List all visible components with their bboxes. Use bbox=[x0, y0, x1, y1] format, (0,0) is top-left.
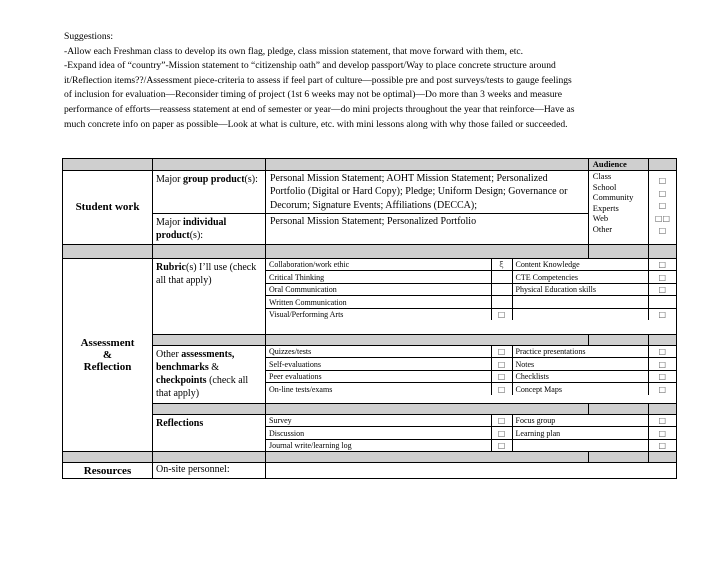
suggestions-line: of inclusion for evaluation—Reconsider timing of project (1st 6 weeks may not be optimal)—Do more than 3 weeks and measure bbox=[64, 89, 562, 101]
reflection-option: Learning plan bbox=[512, 427, 648, 440]
checkbox-icon[interactable]: □ bbox=[648, 358, 676, 371]
rubric-row bbox=[266, 259, 676, 271]
checkbox-icon[interactable]: □ bbox=[491, 308, 512, 320]
audience-title: Audience bbox=[588, 159, 648, 171]
checkbox-icon[interactable]: □ bbox=[648, 439, 676, 451]
rubric-option bbox=[512, 308, 648, 320]
major-individual-product-text: Personal Mission Statement; Personalized Portfolio bbox=[266, 213, 589, 244]
rubric-option: CTE Competencies bbox=[512, 271, 648, 284]
checkbox-icon[interactable]: □ bbox=[491, 415, 512, 427]
rubric-option: Oral Communication bbox=[266, 283, 491, 296]
audience-item: Web bbox=[592, 213, 609, 224]
separator-cell bbox=[153, 403, 266, 414]
separator-cell bbox=[648, 452, 676, 463]
checkbox-icon[interactable]: □ bbox=[491, 427, 512, 440]
separator-cell bbox=[153, 244, 266, 258]
assessment-option: Self-evaluations bbox=[266, 358, 491, 371]
reflection-row bbox=[266, 439, 676, 451]
assessment-reflection-label: Assessment & Reflection bbox=[63, 258, 153, 452]
checkbox-icon[interactable]: □ bbox=[491, 358, 512, 371]
rubric-options bbox=[266, 258, 677, 334]
checkbox-icon[interactable]: □ bbox=[658, 201, 667, 210]
audience-item: Other bbox=[592, 223, 613, 234]
checkbox-icon[interactable]: □ bbox=[491, 383, 512, 395]
checkbox-icon[interactable]: □ bbox=[658, 188, 667, 198]
assessment-row bbox=[266, 358, 676, 371]
rubric-option: Critical Thinking bbox=[266, 271, 491, 284]
reflections-label: Reflections bbox=[153, 414, 266, 452]
reflection-option: Discussion bbox=[266, 427, 491, 440]
rubric-option bbox=[512, 296, 648, 309]
student-work-label: Student work bbox=[63, 171, 153, 245]
separator-cell bbox=[648, 334, 676, 345]
reflection-options bbox=[266, 414, 677, 452]
reflection-option: Focus group bbox=[512, 415, 648, 427]
rubric-option: Content Knowledge bbox=[512, 259, 648, 271]
reflection-row bbox=[266, 415, 676, 427]
project-plan-table bbox=[62, 158, 677, 479]
checkbox-icon[interactable]: □ bbox=[648, 346, 676, 358]
header-gray-cell bbox=[63, 159, 153, 171]
rubric-row bbox=[266, 296, 676, 309]
separator-cell bbox=[153, 334, 266, 345]
checkbox-icon[interactable]: □ bbox=[648, 271, 676, 284]
reflection-option: Journal write/learning log bbox=[266, 439, 491, 451]
rubric-option: Written Communication bbox=[266, 296, 491, 309]
suggestions-line: Suggestions: bbox=[64, 31, 114, 42]
major-group-product-label: Major group product(s): bbox=[153, 171, 266, 214]
separator-cell bbox=[153, 452, 266, 463]
checkbox-icon[interactable]: □ bbox=[648, 283, 676, 296]
separator-cell bbox=[266, 452, 589, 463]
audience-list bbox=[588, 171, 648, 245]
header-gray-cell bbox=[266, 159, 589, 171]
other-assessment-options bbox=[266, 345, 677, 403]
checkbox-cell[interactable] bbox=[491, 296, 512, 309]
checkbox-icon[interactable]: □ bbox=[648, 308, 676, 320]
audience-item: Experts bbox=[592, 202, 619, 213]
separator-cell bbox=[63, 244, 153, 258]
suggestions-line: -Allow each Freshman class to develop its own flag, pledge, class mission statement, that move forward with them, etc. bbox=[64, 45, 524, 57]
header-gray-cell bbox=[648, 159, 676, 171]
checkbox-cell[interactable] bbox=[491, 271, 512, 284]
separator-cell bbox=[266, 403, 589, 414]
audience-item: School bbox=[592, 181, 617, 192]
major-individual-product-label: Major individual product(s): bbox=[153, 213, 266, 244]
checkbox-icon[interactable]: □ bbox=[491, 346, 512, 358]
assessment-row bbox=[266, 346, 676, 358]
audience-item: Class bbox=[592, 171, 612, 181]
assessment-option: Quizzes/tests bbox=[266, 346, 491, 358]
onsite-personnel-value[interactable] bbox=[266, 463, 677, 479]
separator-cell bbox=[266, 244, 589, 258]
rubric-option: Physical Education skills bbox=[512, 283, 648, 296]
onsite-personnel-label: On-site personnel: bbox=[153, 463, 266, 479]
checkbox-icon[interactable]: □ bbox=[658, 226, 667, 235]
rubric-option: Visual/Performing Arts bbox=[266, 308, 491, 320]
separator-cell bbox=[648, 403, 676, 414]
checkbox-icon[interactable]: □ bbox=[491, 370, 512, 383]
rubric-row bbox=[266, 308, 676, 320]
rubric-row bbox=[266, 283, 676, 296]
checkbox-icon[interactable]: □ bbox=[648, 259, 676, 271]
assessment-row bbox=[266, 383, 676, 395]
reflection-row bbox=[266, 427, 676, 440]
suggestions-line: it/Reflection items??/Assessment piece-criteria to assess if feel part of culture—possible pre and post surveys/tests to gauge feelings bbox=[64, 74, 572, 86]
suggestions-line: performance of efforts—reassess statement at end of semester or year—do mini projects throughout the year that reinforce—Have as bbox=[64, 103, 575, 115]
checkbox-icon[interactable]: □ bbox=[648, 415, 676, 427]
checkbox-cell[interactable] bbox=[491, 283, 512, 296]
suggestions-line: -Expand idea of “country”-Mission statement to “citizenship oath” and develop passport/Way to place concrete structure around bbox=[64, 60, 556, 72]
assessment-option: Checklists bbox=[512, 370, 648, 383]
checkbox-icon[interactable]: □ bbox=[648, 370, 676, 383]
separator-cell bbox=[588, 452, 648, 463]
separator-cell bbox=[588, 334, 648, 345]
separator-cell bbox=[588, 244, 648, 258]
assessment-row bbox=[266, 370, 676, 383]
reflection-option bbox=[512, 439, 648, 451]
checkbox-icon[interactable]: □ bbox=[648, 383, 676, 395]
checkbox-icon[interactable]: □□ bbox=[654, 213, 671, 223]
audience-checkboxes[interactable] bbox=[648, 171, 676, 245]
separator-cell bbox=[588, 403, 648, 414]
resources-label: Resources bbox=[63, 463, 153, 479]
major-group-product-text: Personal Mission Statement; AOHT Mission Statement; Personalized Portfolio (Digital or Hard Copy); Pledge; Uniform Design; Governance or Decorum; Signature Events; Affiliations (DECCA); bbox=[266, 171, 589, 214]
assessment-option: Peer evaluations bbox=[266, 370, 491, 383]
other-assessments-label: Other assessments, benchmarks & checkpoints (check all that apply) bbox=[153, 345, 266, 403]
header-gray-cell bbox=[153, 159, 266, 171]
separator-cell bbox=[648, 244, 676, 258]
audience-item: Community bbox=[592, 192, 634, 203]
checkbox-icon[interactable]: □ bbox=[658, 176, 667, 185]
separator-cell bbox=[63, 452, 153, 463]
separator-cell bbox=[266, 334, 589, 345]
xi-mark-icon[interactable]: ξ bbox=[491, 259, 512, 271]
rubric-label: Rubric(s) I’ll use (check all that apply) bbox=[153, 258, 266, 334]
assessment-option: Concept Maps bbox=[512, 383, 648, 395]
reflection-option: Survey bbox=[266, 415, 491, 427]
checkbox-icon[interactable]: □ bbox=[648, 427, 676, 440]
checkbox-cell[interactable] bbox=[648, 296, 676, 309]
assessment-option: Practice presentations bbox=[512, 346, 648, 358]
suggestions-line: much concrete info on paper as possible—Look at what is culture, etc. with mini lessons along with why those failed or succeeded. bbox=[64, 118, 568, 130]
assessment-option: Notes bbox=[512, 358, 648, 371]
checkbox-icon[interactable]: □ bbox=[491, 439, 512, 451]
rubric-option: Collaboration/work ethic bbox=[266, 259, 491, 271]
suggestions-block bbox=[64, 30, 664, 132]
rubric-row bbox=[266, 271, 676, 284]
assessment-option: On-line tests/exams bbox=[266, 383, 491, 395]
